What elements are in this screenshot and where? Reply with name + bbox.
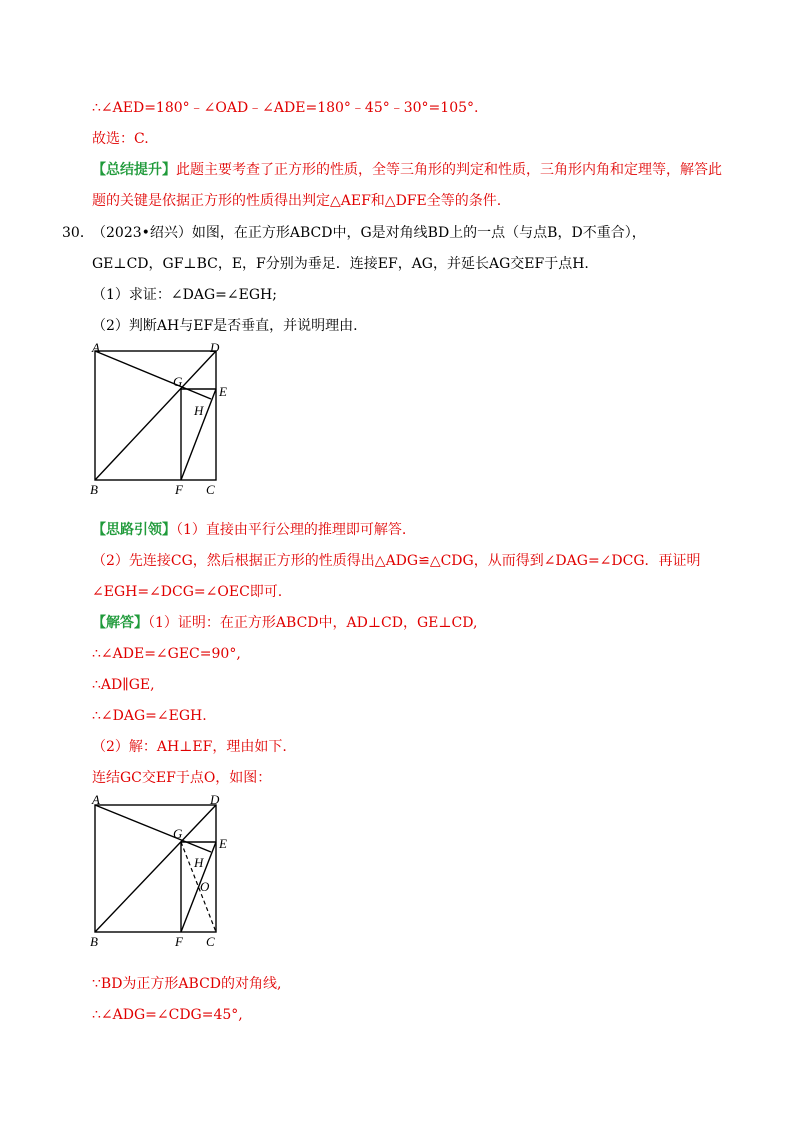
label-G: G [173,826,183,841]
label-H: H [194,403,204,418]
label-H: H [194,855,204,870]
text-line: ∴∠ADE=∠GEC=90°, [92,646,241,662]
question-2: （2）判断AH与EF是否垂直，并说明理由. [92,318,358,334]
text-line: 题的关键是依据正方形的性质得出判定△AEF和△DFE全等的条件. [92,193,502,209]
label-F: F [175,934,183,949]
text-line: ∠EGH=∠DCG=∠OEC即可. [92,584,283,600]
text-line: ∴∠DAG=∠EGH. [92,708,207,724]
label-O: O [200,879,210,894]
label-B: B [90,934,98,949]
summary-paragraph [92,161,722,179]
text-line: 故选：C. [92,131,149,147]
label-A: A [92,792,100,807]
text-line: ∴∠AED=180°﹣∠OAD﹣∠ADE=180°﹣45°﹣30°=105°. [92,100,479,116]
geometry-figure-2 [86,790,246,952]
label-D: D [210,340,220,355]
text-line: （2）先连接CG，然后根据正方形的性质得出△ADG≌△CDG，从而得到∠DAG=∠DCG．再证明 [92,553,701,569]
text-line: ∴AD∥GE, [92,677,155,693]
problem-text: GE⊥CD，GF⊥BC，E，F分别为垂足．连接EF，AG，并延长AG交EF于点H. [92,256,589,272]
label-B: B [90,482,98,497]
label-E: E [219,836,227,851]
label-D: D [210,792,220,807]
text-line: ∴∠ADG=∠CDG=45°, [92,1007,243,1023]
hint-paragraph [92,521,406,539]
solution-paragraph [92,614,477,632]
solution-tag: 【解答】 [92,615,148,631]
hint-tag: 【思路引领】 [92,522,176,538]
question-1: （1）求证：∠DAG=∠EGH; [92,287,277,303]
summary-text: 此题主要考查了正方形的性质，全等三角形的判定和性质，三角形内角和定理等，解答此 [176,162,722,178]
label-G: G [173,374,183,389]
label-C: C [206,934,215,949]
label-E: E [219,384,227,399]
geometry-figure-1 [86,336,246,498]
text-line: 连结GC交EF于点O，如图： [92,770,272,786]
label-F: F [175,482,183,497]
summary-tag: 【总结提升】 [92,162,176,178]
problem-text: （2023•绍兴）如图，在正方形ABCD中，G是对角线BD上的一点（与点B，D不重合）， [92,225,646,241]
text-line: ∵BD为正方形ABCD的对角线, [92,976,282,992]
label-A: A [92,340,100,355]
text-line: （2）解：AH⊥EF，理由如下. [92,739,287,755]
hint-text: （1）直接由平行公理的推理即可解答. [176,522,407,538]
solution-text: （1）证明：在正方形ABCD中，AD⊥CD，GE⊥CD, [148,615,478,631]
label-C: C [206,482,215,497]
problem-number: 30． [62,225,94,241]
